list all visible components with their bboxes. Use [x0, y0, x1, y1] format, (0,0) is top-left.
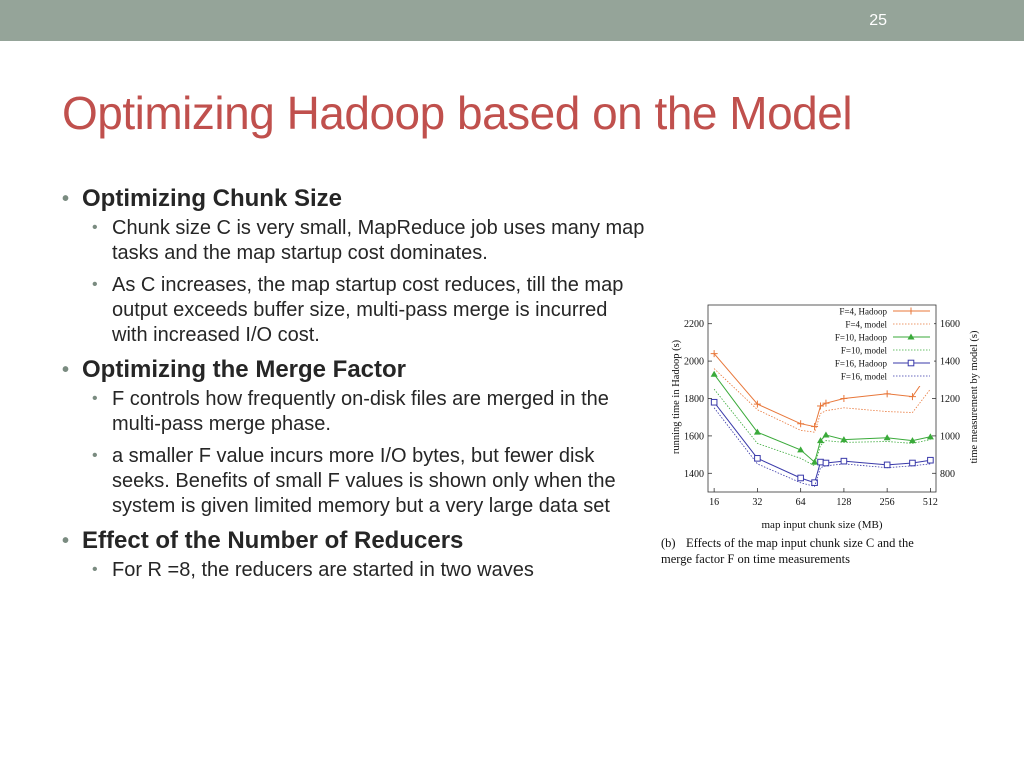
data-point [927, 433, 934, 439]
y-tick-label: 1600 [684, 431, 704, 443]
bullet-marker: • [62, 530, 70, 552]
y-axis-label: running time in Hadoop (s) [671, 339, 682, 455]
x-axis-label: map input chunk size (MB) [761, 519, 883, 531]
sub-bullet-text: a smaller F value incurs more I/O bytes, but fewer disk seeks. Benefits of small F values is shown only when the system is given limited memory but a very large data set [112, 445, 616, 517]
y2-tick-label: 1400 [940, 356, 960, 368]
x-tick-label: 64 [795, 497, 806, 508]
sub-bullet-marker: • [92, 219, 98, 236]
slide-title: Optimizing Hadoop based on the Model [62, 87, 853, 139]
chunk-size-chart [655, 297, 995, 577]
sub-bullet [62, 444, 647, 519]
y2-axis-label: time measurement by model (s) [969, 330, 980, 464]
sub-bullet-marker: • [92, 276, 98, 293]
legend-label: F=10, Hadoop [834, 332, 887, 343]
sub-bullet-marker: • [92, 447, 98, 464]
data-point [798, 475, 804, 481]
sub-bullet [62, 558, 647, 583]
y2-tick-label: 1000 [940, 431, 960, 443]
bullet-marker: • [62, 359, 70, 381]
sub-bullet-text: As C increases, the map startup cost reduces, till the map output exceeds buffer size, multi-pass merge is incurred with increased I/O cost. [112, 274, 624, 346]
y2-tick-label: 1600 [940, 319, 960, 331]
data-point [822, 431, 829, 437]
caption-tag: (b) [661, 536, 676, 550]
y-tick-label: 1800 [684, 394, 704, 405]
sub-bullet [62, 273, 647, 348]
y2-tick-label: 1200 [940, 394, 960, 405]
y-tick-label: 2000 [684, 356, 704, 368]
legend-label: F=4, model [845, 319, 887, 330]
legend-label: F=4, Hadoop [839, 306, 887, 317]
sub-bullet-text: For R =8, the reducers are started in two waves [112, 559, 534, 581]
data-point [884, 434, 891, 440]
y-tick-label: 2200 [684, 319, 704, 331]
x-tick-label: 16 [709, 497, 720, 508]
bullet-merge-factor [62, 355, 647, 385]
series-line [714, 408, 930, 487]
caption-line-1: Effects of the map input chunk size C and the [686, 536, 914, 550]
slide-number: 25 [869, 12, 887, 29]
x-tick-label: 256 [879, 497, 895, 508]
bullet-marker: • [62, 188, 70, 210]
x-tick-label: 512 [922, 497, 938, 508]
data-point [711, 399, 717, 405]
legend-marker [908, 360, 914, 366]
sub-bullet [62, 216, 647, 266]
data-point [841, 458, 847, 464]
x-tick-label: 128 [836, 497, 852, 508]
sub-bullet-marker: • [92, 561, 98, 578]
legend-label: F=16, Hadoop [834, 358, 887, 369]
legend-label: F=10, model [840, 345, 887, 356]
data-point [910, 460, 916, 466]
x-tick-label: 32 [752, 497, 763, 508]
bullet-text: Optimizing the Merge Factor [82, 356, 407, 383]
legend-label: F=16, model [840, 371, 887, 382]
data-point [840, 395, 847, 402]
series-5 [714, 408, 930, 487]
series-line [714, 389, 930, 466]
sub-bullet-text: F controls how frequently on-disk files are merged in the multi-pass merge phase. [112, 388, 609, 435]
data-point [884, 462, 890, 468]
sub-bullet-marker: • [92, 390, 98, 407]
y-tick-label: 1400 [684, 468, 704, 480]
series-line [714, 371, 930, 462]
data-point [797, 420, 804, 427]
sub-bullet-text: Chunk size C is very small, MapReduce job uses many map tasks and the map startup cost dominates. [112, 217, 645, 264]
bullet-reducers [62, 526, 647, 556]
bullet-chunk-size [62, 184, 647, 214]
data-point [928, 457, 934, 463]
data-point [818, 459, 824, 465]
top-bar [0, 0, 1024, 41]
data-point [884, 390, 891, 397]
data-point [823, 460, 829, 466]
sub-bullet [62, 387, 647, 437]
y2-tick-label: 800 [940, 468, 955, 480]
bullet-list [62, 184, 647, 590]
bullet-text: Optimizing Chunk Size [82, 185, 343, 212]
data-point [909, 393, 916, 400]
series-3 [714, 389, 930, 466]
data-point [711, 371, 718, 377]
caption-line-2: merge factor F on time measurements [661, 552, 850, 566]
data-point [755, 456, 761, 462]
bullet-text: Effect of the Number of Reducers [82, 527, 464, 554]
